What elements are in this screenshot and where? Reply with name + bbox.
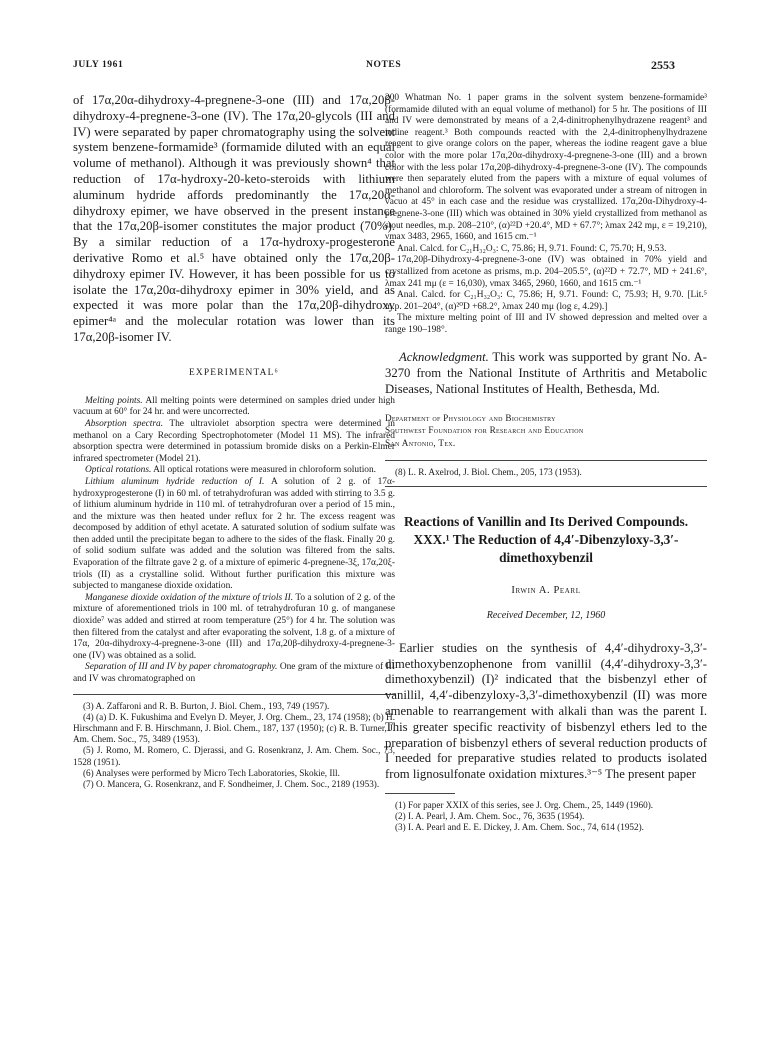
right-column <box>385 93 707 834</box>
article-separator-rule <box>385 486 707 487</box>
running-header-section: NOTES <box>366 60 402 70</box>
received-date: Received December, 12, 1960 <box>486 609 606 621</box>
manganese-head: Manganese dioxide oxidation of the mixture of triols II. <box>85 592 294 603</box>
absorption-head: Absorption spectra. <box>85 418 164 429</box>
analysis-paragraph: Anal. Calcd. for C₂₁H₃₂O₃: C, 75.86; H, 9.71. Found: C, 75.93; H, 9.70. [Lit.⁵ m.p. 201–204°, (α)²⁰D +68.2°, λmax 240 mμ (log ε, 4.29).] <box>385 290 707 312</box>
separation-paragraph <box>73 662 395 685</box>
footnote: (7) O. Mancera, G. Rosenkranz, and F. Sondheimer, J. Chem. Soc., 2189 (1953). <box>83 779 380 790</box>
article-body: Earlier studies on the synthesis of 4,4′-dihydroxy-3,3′-dimethoxybenzophenone from vanillil (4,4′-dihydroxy-3,3′-dimethoxybenzil) (I)² indicated that the bisbenzyl ether of vanillil, 4,4′-dibenzyloxy-3,3′-dimethoxybenzil (II) was more amenable to rearrangement with alkali than was the parent I. This greater specific reactivity of bisbenzyl ethers led to the preparation of bisbenzyl ethers of several reduction products of I needed for preparative studies related to products isolated from lignosulfonate oxidation mixtures.³⁻⁵ The present paper <box>385 640 707 782</box>
footnote-rule <box>73 694 395 695</box>
page-number: 2553 <box>651 58 675 72</box>
footnote: (4) (a) D. K. Fukushima and Evelyn D. Meyer, J. Org. Chem., 23, 174 (1958); (b) H. Hirschmann and F. B. Hirschmann, J. Biol. Chem., 187, 137 (1950); (c) R. B. Turner, J. Am. Chem. Soc., 75, 3489 (1953). <box>73 711 395 745</box>
footnote: (3) A. Zaffaroni and R. B. Burton, J. Biol. Chem., 193, 749 (1957). <box>83 700 330 711</box>
manganese-paragraph <box>73 593 395 663</box>
acknowledgment-text: This work was supported by grant No. A-3270 from the National Institute of Arthritis and Metabolic Diseases, National Institutes of Health, Bethesda, Md. <box>385 350 707 397</box>
intro-paragraph: of 17α,20α-dihydroxy-4-pregnene-3-one (III) and 17α,20β-dihydroxy-4-pregnene-3-one (IV). The 17α,20-glycols (III and IV) were separated by paper chromatography using the solvent system benzene-formamide³ (formamide diluted with an equal volume of methanol). Although it was previously shown⁴ that reduction of 17α-hydroxy-20-keto-steroids with lithium aluminum hydride affords predominantly the 17α,20α-dihydroxy epimer, we have observed in the present instance that the 17α,20β-isomer constitutes the major product (70%). By a similar reduction of a 17α-hydroxy-progesterone derivative Romo et al.⁵ have obtained only the 17α,20β-dihydroxy epimer IV. However, it has been possible for us to isolate the 17α,20α-dihydroxy epimer in 30% yield, and as expected it was more polar than the 17α,20β-dihydroxy epimer⁴ᵃ and the molecular rotation was lower than its 17α,20β-isomer IV. <box>73 93 395 344</box>
optical-text: All optical rotations were measured in chloroform solution. <box>151 465 377 476</box>
footnote: (6) Analyses were performed by Micro Tech Laboratories, Skokie, Ill. <box>83 767 340 778</box>
chromatography-paragraph: 200 Whatman No. 1 paper grams in the solvent system benzene-formamide³ (formamide diluted with an equal volume of methanol) for 5 hr. The positions of III and IV were demonstrated by means of a 2,4-dinitrophenylhydrazene reagent³ and iodine reagent.³ Both compounds reacted with the 2,4-dinitrophenylhydrazene reagent to give orange colors on the paper, whereas the iodine reagent gave a blue color with the more polar 17α,20α-dihydroxy-4-pregnene-3-one (III) and a brown color with the less polar 17α,20β-dihydroxy-4-pregnene-3-one (IV). The compounds were then separately eluted from the papers with a mixture of equal volumes of methanol and chloroform. The solvent was evaporated under a stream of nitrogen in vacuo at 45° in each case and the residue was crystallized. 17α,20α-Dihydroxy-4-pregnene-3-one (III) which was obtained in 30% yield crystallized from methanol as stout needles, m.p. 208–210°, (α)²²D +20.4°, MD + 67.7°; λmax 242 mμ, ε = 19,210), νmax 3483, 2965, 1660, and 1615 cm.⁻¹ <box>385 93 707 243</box>
melting-points-text: All melting points were determined on samples dried under high vacuum at 60° for 24 hr. and were uncorrected. <box>73 395 395 418</box>
lithium-paragraph <box>73 477 395 593</box>
footnote: (8) L. R. Axelrod, J. Biol. Chem., 205, 173 (1953). <box>395 466 582 477</box>
absorption-text: The ultraviolet absorption spectra were determined in methanol on a Cary Recording Spectrophotometer (Model 11 MS). The infrared absorption spectra were determined in potassium bromide disks on a Perkin-Elmer infrared spectrometer (Model 21). <box>73 418 395 464</box>
acknowledgment-head: Acknowledgment. <box>399 350 489 365</box>
lithium-head: Lithium aluminum hydride reduction of I. <box>85 476 265 487</box>
analysis-paragraph: Anal. Calcd. for C₂₁H₃₂O₃: C, 75.86; H, 9.71. Found: C, 75.70; H, 9.53. <box>397 243 667 254</box>
footnote: (3) I. A. Pearl and E. E. Dickey, J. Am. Chem. Soc., 74, 614 (1952). <box>395 822 644 833</box>
experimental-heading: EXPERIMENTAL⁶ <box>189 367 279 378</box>
affiliation-line: Southwest Foundation for Research and Education <box>385 425 584 436</box>
separation-head: Separation of III and IV by paper chromatography. <box>85 662 278 673</box>
affiliation <box>385 412 707 450</box>
affiliation-line: San Antonio, Tex. <box>385 438 456 449</box>
mixture-mp-paragraph: The mixture melting point of III and IV showed depression and melted over a range 190–198°. <box>385 313 707 335</box>
running-header-date: JULY 1961 <box>73 60 124 70</box>
lithium-text: A solution of 2 g. of 17α-hydroxyprogesterone (I) in 60 ml. of tetrahydrofuran was added with stirring to 3.5 g. of lithium aluminum hydride in 110 ml. of tetrahydrofuran over a period of 15 min., and the mixture was then heated under reflux for 2 hr. The excess reagent was decomposed by addition of ethyl acetate. A saturated solution of sodium sulfate was then added until the precipitate began to adhere to the sides of the flask. Finally 20 g. of solid sodium sulfate was added and the solution was filtered from the salts. Evaporation of the filtrate gave 2 g. of a mixture of epimeric 4-pregnene-3ξ, 17α,20ξ-triols (II) as a crystalline solid. Without further purification this mixture was subjected to manganese dioxide oxidation. <box>73 476 395 592</box>
optical-head: Optical rotations. <box>85 465 152 476</box>
manganese-text: To a solution of 2 g. of the mixture of aforementioned triols in 100 ml. of tetrahydrofuran 10 g. of manganese dioxide⁷ was added and stirred at room temperature (25°) for 4 hr. The solution was then filtered from the catalyst and after evaporating the solvent, 1.8 g. of a mixture of 17α, 20α-dihydroxy-4-pregnene-3-one (III) and 17α,20β-dihydroxy-4-pregnene-3-one (IV) was obtained as a solid. <box>73 592 395 661</box>
melting-points-head: Melting points. <box>85 395 143 406</box>
optical-paragraph <box>73 465 395 477</box>
footnote-rule <box>385 793 455 794</box>
melting-points-paragraph <box>73 396 395 419</box>
left-column <box>73 93 395 790</box>
absorption-paragraph <box>73 419 395 465</box>
acknowledgment-paragraph <box>385 350 707 397</box>
footnote: (5) J. Romo, M. Romero, C. Djerassi, and G. Rosenkranz, J. Am. Chem. Soc., 73, 1528 (1951). <box>73 745 395 767</box>
footnote: (2) I. A. Pearl, J. Am. Chem. Soc., 76, 3635 (1954). <box>395 811 585 822</box>
footnote: (1) For paper XXIX of this series, see J. Org. Chem., 25, 1449 (1960). <box>395 800 654 811</box>
article-title: Reactions of Vanillin and Its Derived Compounds. XXX.¹ The Reduction of 4,4′-Dibenzyloxy-3,3′-dimethoxybenzil <box>403 513 689 565</box>
epimer-iv-paragraph: 17α,20β-Dihydroxy-4-pregnene-3-one (IV) was obtained in 70% yield and crystallized from acetone as prisms, m.p. 204–205.5°, (α)²²D + 72.7°, MD + 241.6°, λmax 241 mμ (ε = 16,030), νmax 3465, 2960, 1660, and 1615 cm.⁻¹ <box>385 255 707 289</box>
affiliation-line: Department of Physiology and Biochemistry <box>385 412 556 423</box>
article-author: Irwin A. Pearl <box>511 584 581 596</box>
separation-text: One gram of the mixture of III and IV was chromatographed on <box>73 662 395 684</box>
footnote-rule <box>385 460 707 461</box>
